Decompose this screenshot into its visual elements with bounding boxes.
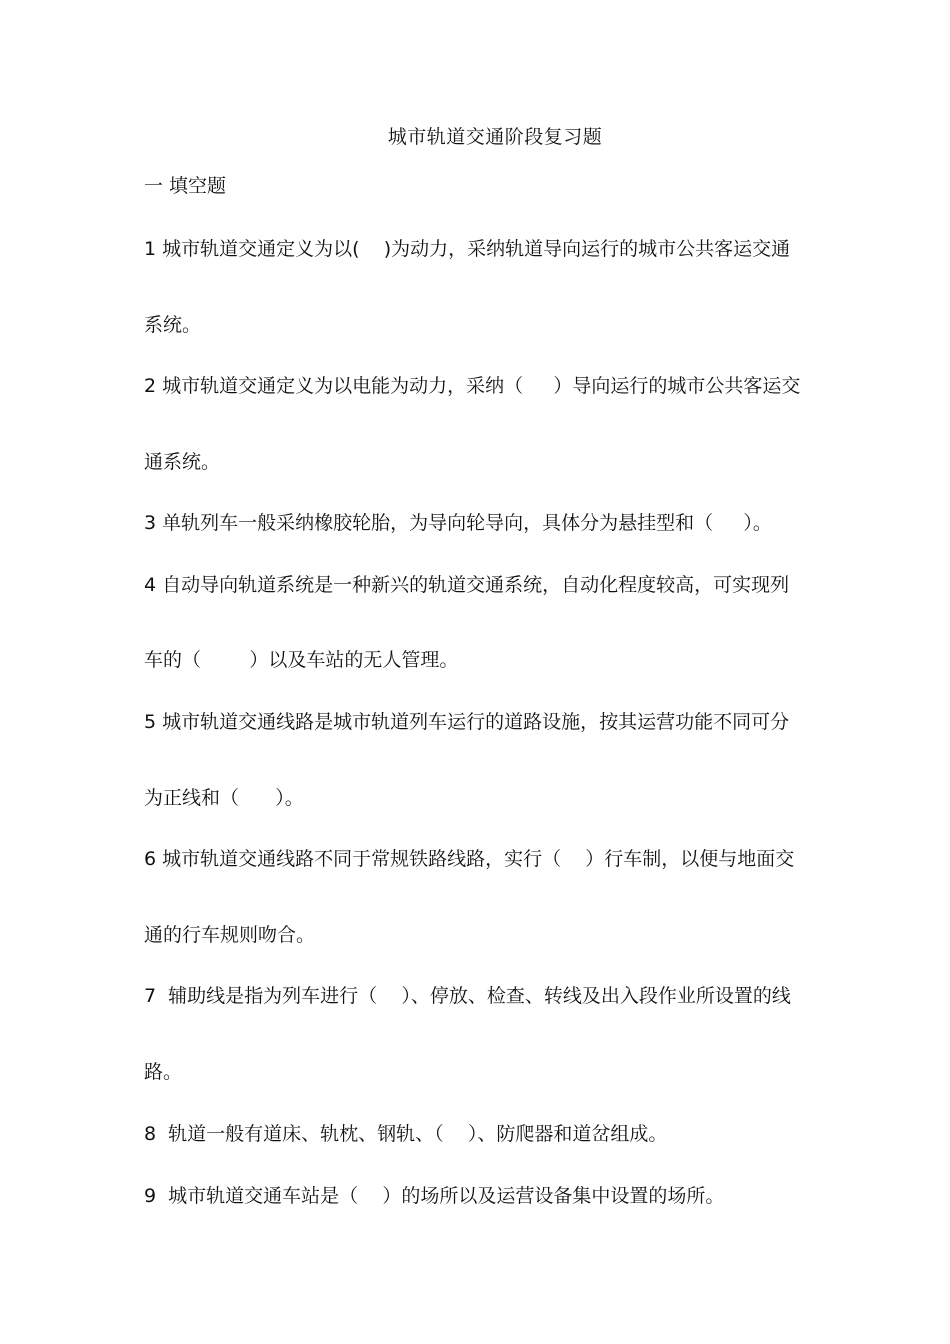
question-2-line-1: 2 城市轨道交通定义为以电能为动力，采纳（ ）导向运行的城市公共客运交 xyxy=(144,375,801,397)
question-7-line-2: 路。 xyxy=(144,1061,183,1083)
question-9-line-1: 9 城市轨道交通车站是（ ）的场所以及运营设备集中设置的场所。 xyxy=(144,1185,725,1207)
question-7-line-1: 7 辅助线是指为列车进行（ ）、停放、检查、转线及出入段作业所设置的线 xyxy=(144,985,791,1007)
question-6-line-2: 通的行车规则吻合。 xyxy=(144,924,316,946)
question-5-line-1: 5 城市轨道交通线路是城市轨道列车运行的道路设施，按其运营功能不同可分 xyxy=(144,711,790,733)
question-3-line-1: 3 单轨列车一般采纳橡胶轮胎，为导向轮导向，具体分为悬挂型和（ ）。 xyxy=(144,512,772,534)
question-8-line-1: 8 轨道一般有道床、轨枕、钢轨、（ ）、防爬器和道岔组成。 xyxy=(144,1123,668,1145)
question-1-line-1: 1 城市轨道交通定义为以( )为动力，采纳轨道导向运行的城市公共客运交通 xyxy=(144,238,791,260)
question-6-line-1: 6 城市轨道交通线路不同于常规铁路线路，实行（ ）行车制，以便与地面交 xyxy=(144,848,795,870)
question-4-line-2: 车的（ ）以及车站的无人管理。 xyxy=(144,649,459,671)
question-4-line-1: 4 自动导向轨道系统是一种新兴的轨道交通系统，自动化程度较高，可实现列 xyxy=(144,574,790,596)
question-5-line-2: 为正线和（ ）。 xyxy=(144,787,304,809)
section-heading: 一 填空题 xyxy=(144,175,227,197)
question-2-line-2: 通系统。 xyxy=(144,451,221,473)
question-1-line-2: 系统。 xyxy=(144,314,202,336)
document-title: 城市轨道交通阶段复习题 xyxy=(387,126,603,148)
